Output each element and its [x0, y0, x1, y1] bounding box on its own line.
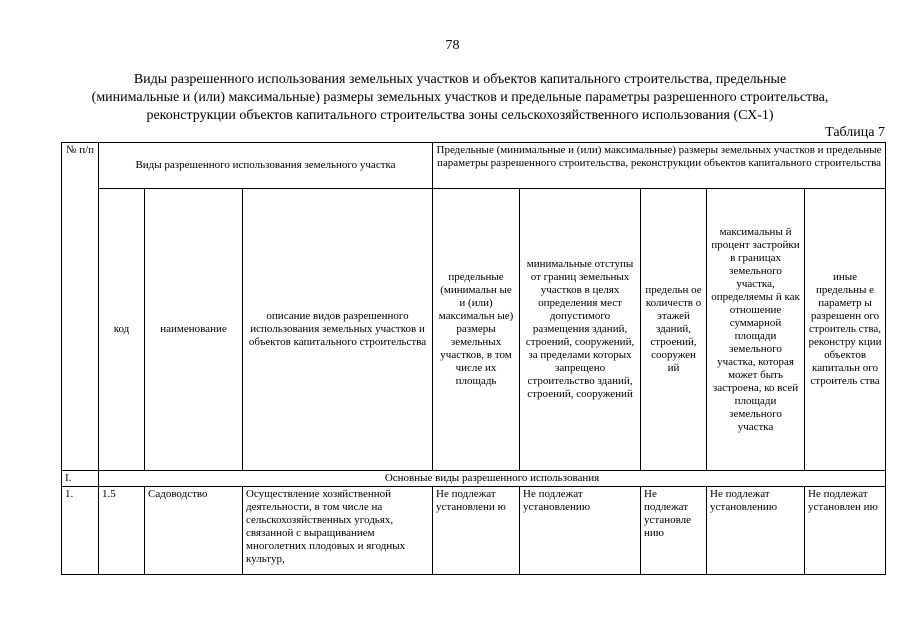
header-name: наименование	[145, 189, 243, 471]
table-row	[62, 487, 886, 575]
title-line-3: реконструкции объектов капитального строительства зоны сельскохозяйственного использования (СХ-1)	[146, 108, 774, 123]
page-number: 78	[445, 38, 460, 53]
row-setbacks: Не подлежат установлению	[520, 487, 641, 575]
section-num: I.	[62, 471, 99, 487]
row-num: 1.	[62, 487, 99, 575]
header-group-right: Предельные (минимальные и (или) максимальные) размеры земельных участков и предельные параметры разрешенного строительства, реконструкции объектов капитального строительства	[433, 143, 886, 189]
regulations-table	[61, 142, 886, 575]
header-num: № п/п	[62, 143, 99, 471]
header-code: код	[99, 189, 145, 471]
header-setbacks: минимальные отступы от границ земельных участков в целях определения мест допустимого размещения зданий, строений, сооружений, за пределами которых запрещено строительство зданий, строений, сооружений	[520, 189, 641, 471]
header-other: иные предельны е параметр ы разрешенн ого строитель ства, реконстру кции объектов капитальн ого строитель ства	[805, 189, 886, 471]
row-plot-size: Не подлежат установлени ю	[433, 487, 520, 575]
header-floors: предельн ое количеств о этажей зданий, строений, сооружен ий	[641, 189, 707, 471]
header-coverage: максимальны й процент застройки в границах земельного участка, определяемы й как отношение суммарной площади земельного участка, которая может быть застроена, ко всей площади земельного участка	[707, 189, 805, 471]
header-group-left: Виды разрешенного использования земельного участка	[99, 143, 433, 189]
row-floors: Не подлежат установле нию	[641, 487, 707, 575]
row-other: Не подлежат установлен ию	[805, 487, 886, 575]
header-row-groups	[62, 143, 886, 189]
header-plot-size: предельные (минимальн ые и (или) максимальн ые) размеры земельных участков, в том числе их площадь	[433, 189, 520, 471]
section-label: Основные виды разрешенного использования	[99, 471, 886, 487]
header-description: описание видов разрешенного использования земельных участков и объектов капитального строительства	[243, 189, 433, 471]
document-title	[50, 71, 870, 125]
title-line-1: Виды разрешенного использования земельных участков и объектов капитального строительства, предельные	[133, 72, 787, 87]
title-line-2: (минимальные и (или) максимальные) размеры земельных участков и предельные параметры разрешенного строительства,	[91, 90, 829, 105]
row-coverage: Не подлежат установлению	[707, 487, 805, 575]
table-caption: Таблица 7	[825, 125, 885, 140]
row-code: 1.5	[99, 487, 145, 575]
row-name: Садоводство	[145, 487, 243, 575]
row-description: Осуществление хозяйственной деятельности, в том числе на сельскохозяйственных угодьях, связанной с выращиванием многолетних плодовых и ягодных культур,	[243, 487, 433, 575]
header-row-columns	[62, 189, 886, 471]
section-row	[62, 471, 886, 487]
